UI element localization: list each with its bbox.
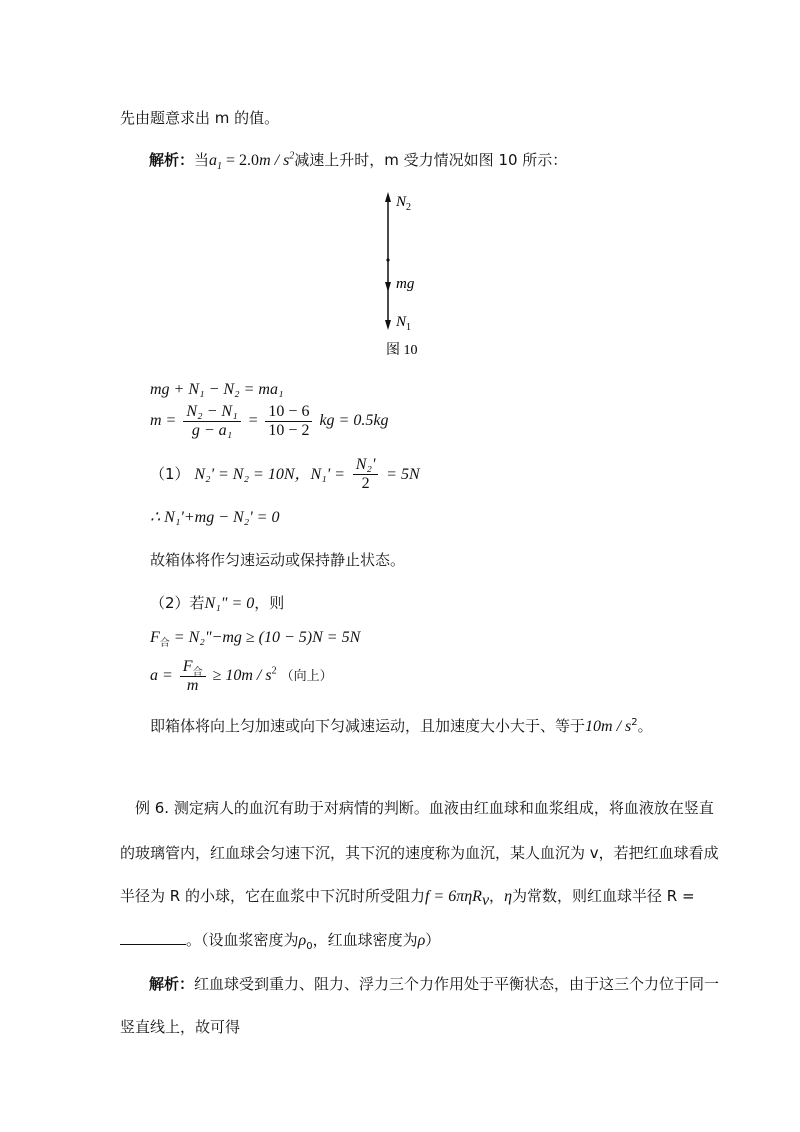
intro-text: 先由题意求出 m 的值。 — [120, 109, 280, 127]
answer-line-2: 竖直线上，故可得 — [120, 1018, 241, 1036]
figure-caption: 图 10 — [386, 343, 418, 358]
example-6-line-4: 。（设血浆密度为$\rho_0$，红血球密度为ρ） — [120, 930, 440, 951]
answer-label: 解析： — [149, 975, 195, 993]
example-6-line-1: 例 6. 测定病人的血沉有助于对病情的判断。血液由红血球和血浆组成，将血液放在竖直 — [135, 799, 714, 817]
equation-2: m = $\frac{\text{N₂ − N₁}}{\text{g − a₁}}$ = $\frac{10 - 6}{10 - 2}$ kg = 0.5kg — [150, 402, 389, 439]
arrow-down-icon — [385, 282, 391, 292]
svg-text:N2: $N_2$ — [396, 194, 412, 213]
svg-text:N1: $N_1$ — [396, 314, 412, 333]
analysis-label: 解析： — [149, 151, 195, 169]
label-n2: N — [396, 194, 407, 210]
example-6-line-3: 半径为 R 的小球，它在血浆中下沉时所受阻力f = 6πηR$_v$，η为常数，则红血球半径 R = — [120, 887, 695, 909]
equation-1: mg + N₁ − N₂ = ma₁ — [150, 381, 284, 398]
conclusion-2: 即箱体将向上匀加速或向下匀减速运动，且加速度大小大于、等于$10m / s^2$。 — [150, 717, 653, 735]
force-diagram — [370, 188, 450, 360]
equation-7: a = $\frac{F_合}{m}$ ≥ $10m / s^2$ （向上） — [150, 657, 333, 694]
label-n1: N — [396, 314, 407, 330]
arrow-up-icon — [385, 192, 391, 202]
conclusion-1: 故箱体将作匀速运动或保持静止状态。 — [150, 551, 406, 569]
equation-5: （2）若N₁" = 0，则 — [150, 594, 285, 612]
answer-blank[interactable] — [120, 930, 186, 945]
equation-6: $F_合$ = N₂"−mg ≥ (10 − 5)N = 5N — [150, 629, 361, 650]
equation-4: ∴ N₁'+mg − N₂' = 0 — [150, 509, 280, 526]
arrow-down-icon — [385, 320, 391, 330]
answer-line-1: 解析：红血球受到重力、阻力、浮力三个力作用处于平衡状态，由于这三个力位于同一 — [149, 975, 720, 993]
analysis-line-1: 解析：当$a_1 = 2.0m / s^2$减速上升时，m 受力情况如图 10 所示： — [149, 150, 568, 173]
equation-3: （1） N₂' = N₂ = 10N，N₁' = $\frac{\text{N₂'}}{2}$ = 5N — [150, 456, 420, 492]
label-mg: mg — [396, 276, 415, 292]
example-6-line-2: 的玻璃管内，红血球会匀速下沉，其下沉的速度称为血沉，某人血沉为 v，若把红血球看成 — [120, 844, 719, 862]
